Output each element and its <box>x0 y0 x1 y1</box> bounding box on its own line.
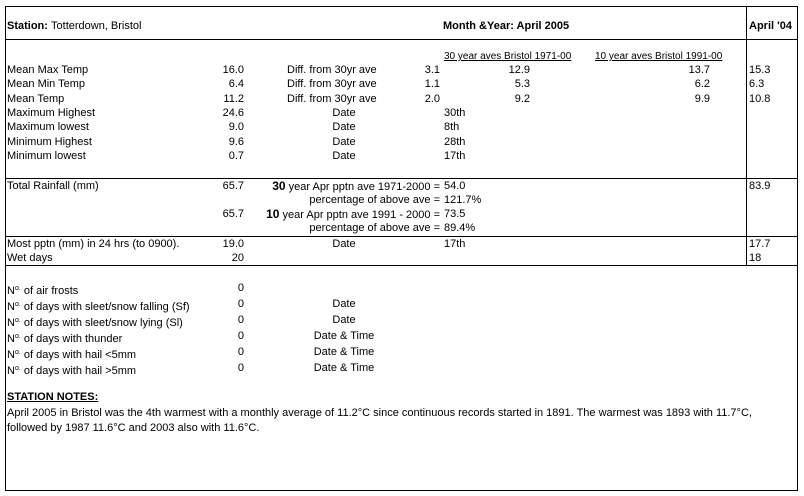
extreme-date: 30th <box>444 107 466 119</box>
pct-label: percentage of above ave = <box>309 194 440 206</box>
ave10-rainfall-value: 73.5 <box>444 208 466 220</box>
temp-value: 11.2 <box>223 93 244 105</box>
diff-value: 1.1 <box>424 78 440 90</box>
diff-value: 2.0 <box>424 93 440 105</box>
wet-days-label: Wet days <box>7 252 53 264</box>
count-label: $N^{o.}$ of days with hail <5mm <box>7 349 137 361</box>
date-label: Date <box>332 121 356 133</box>
weather-report-sheet <box>5 6 798 491</box>
count-label: $N^{o.}$ of days with thunder <box>7 333 123 345</box>
extreme-value: 9.0 <box>228 121 244 133</box>
extreme-date: 17th <box>444 150 466 162</box>
count-label: $N^{o.}$ of days with sleet/snow lying (Sl) <box>7 317 183 329</box>
ave10-value: 13.7 <box>688 64 710 76</box>
temp-value: 6.4 <box>228 78 244 90</box>
pptn-value: 19.0 <box>222 238 244 250</box>
notes-text: April 2005 in Bristol was the 4th warmest with a monthly average of 11.2°C since continuous records started in 1891. The warmest was 1893 with 11.7°C, followed by 1987 11.6°C and 2003 also with 11.6°C. <box>7 407 752 434</box>
count-extra: Date & Time <box>313 330 375 342</box>
extreme-value: 24.6 <box>222 107 244 119</box>
prev-year-column-divider <box>746 7 747 265</box>
extreme-date: 28th <box>444 136 466 148</box>
prev-value: 6.3 <box>749 78 765 90</box>
wet-days-prev: 18 <box>749 252 762 264</box>
extreme-label: Minimum lowest <box>7 150 86 162</box>
count-value: 0 <box>237 346 244 358</box>
count-label: $N^{o.}$ of days with sleet/snow falling (Sf) <box>7 301 190 313</box>
notes-title: STATION NOTES: <box>7 391 99 403</box>
rainfall-value-2: 65.7 <box>222 208 244 220</box>
ave10-value: 6.2 <box>694 78 710 90</box>
prev-year-label: April '04 <box>749 20 792 32</box>
count-value: 0 <box>237 330 244 342</box>
temp-label: Mean Max Temp <box>7 64 89 76</box>
diff-label: Diff. from 30yr ave <box>287 93 377 105</box>
ave10-rainfall-label: 10 year Apr pptn ave 1991 - 2000 = <box>266 207 440 221</box>
prev-value: 10.8 <box>749 93 771 105</box>
extreme-value: 9.6 <box>228 136 244 148</box>
diff-label: Diff. from 30yr ave <box>287 64 377 76</box>
pptn-date: 17th <box>444 238 466 250</box>
ave30-rainfall-value: 54.0 <box>444 180 466 192</box>
temp-label: Mean Temp <box>7 93 65 105</box>
prev-value: 15.3 <box>749 64 771 76</box>
rainfall-divider <box>6 236 797 237</box>
count-extra: Date & Time <box>313 362 375 374</box>
count-label: $N^{o.}$ of days with hail >5mm <box>7 365 137 377</box>
rainfall-label: Total Rainfall (mm) <box>7 180 99 192</box>
date-label: Date <box>332 136 356 148</box>
ave10-header: 10 year aves Bristol 1991-00 <box>595 51 723 62</box>
extreme-label: Maximum Highest <box>7 107 96 119</box>
pptn-label: Most pptn (mm) in 24 hrs (to 0900). <box>7 238 180 250</box>
ave10-value: 9.9 <box>694 93 710 105</box>
ave30-value: 5.3 <box>514 78 530 90</box>
pct30-value: 121.7% <box>444 194 482 206</box>
count-value: 0 <box>237 362 244 374</box>
extreme-date: 8th <box>444 121 460 133</box>
date-label: Date <box>332 107 356 119</box>
month-year: Month &Year: April 2005 <box>443 20 570 32</box>
count-extra: Date & Time <box>313 346 375 358</box>
temps-divider <box>6 178 797 179</box>
date-label: Date <box>332 150 356 162</box>
ave30-header: 30 year aves Bristol 1971-00 <box>444 51 572 62</box>
ave30-rainfall-label: 30 year Apr pptn ave 1971-2000 = <box>272 179 440 193</box>
wet-days-value: 20 <box>231 252 244 264</box>
temp-label: Mean Min Temp <box>7 78 86 90</box>
temp-value: 16.0 <box>222 64 244 76</box>
count-value: 0 <box>237 298 244 310</box>
count-extra: Date <box>332 314 356 326</box>
count-extra: Date <box>332 298 356 310</box>
pptn-divider <box>6 265 797 266</box>
extreme-label: Minimum Highest <box>7 136 92 148</box>
ave30-value: 9.2 <box>514 93 530 105</box>
diff-value: 3.1 <box>424 64 440 76</box>
extreme-label: Maximum lowest <box>7 121 89 133</box>
pptn-prev: 17.7 <box>749 238 771 250</box>
extreme-value: 0.7 <box>228 150 244 162</box>
pct-label: percentage of above ave = <box>309 222 440 234</box>
count-value: 0 <box>237 314 244 326</box>
rainfall-prev: 83.9 <box>749 180 771 192</box>
station-label: Station: Totterdown, Bristol <box>7 20 142 32</box>
rainfall-value: 65.7 <box>222 180 244 192</box>
diff-label: Diff. from 30yr ave <box>287 78 377 90</box>
ave30-value: 12.9 <box>508 64 530 76</box>
header-divider <box>6 39 797 40</box>
count-value: 0 <box>237 282 244 294</box>
count-label: $N^{o.}$ of air frosts <box>7 285 79 297</box>
date-label: Date <box>332 238 356 250</box>
pct10-value: 89.4% <box>444 222 476 234</box>
